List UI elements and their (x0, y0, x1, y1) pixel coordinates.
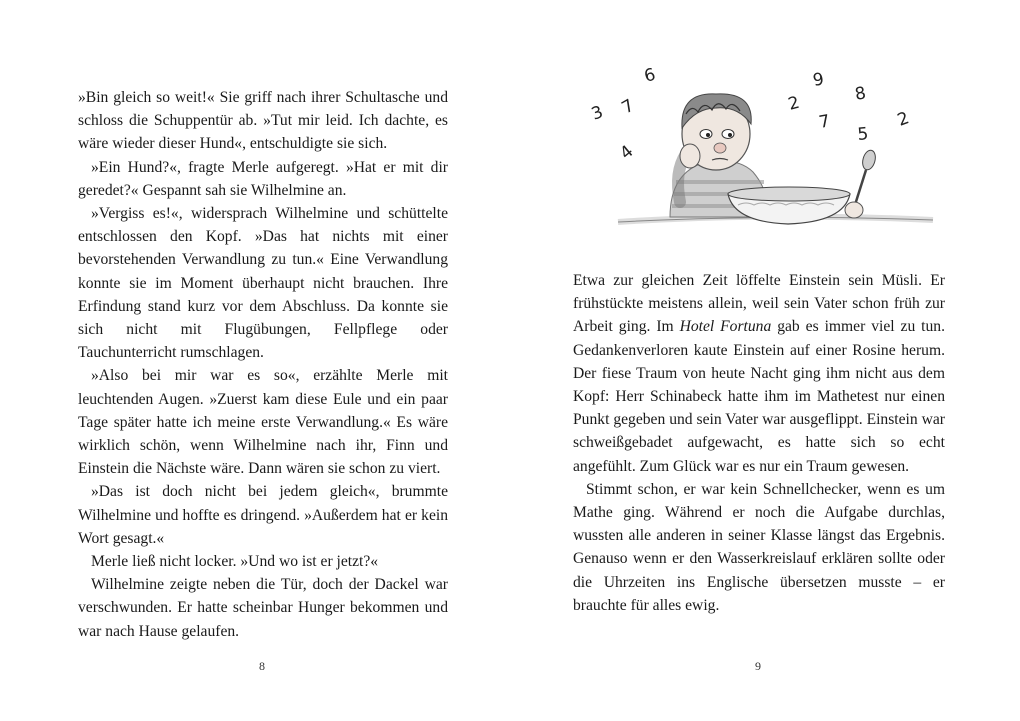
paragraph: Merle ließ nicht locker. »Und wo ist er jetzt?« (91, 553, 379, 571)
paragraph-text: Etwa zur gleichen Zeit löffelte Einstein sein Müsli. Er frühstückte meistens allein, weil sein Vater schon früh zur Arbeit ging. Im (573, 272, 945, 336)
digit: 3 (588, 102, 606, 125)
hotel-name: Hotel Fortuna (679, 318, 772, 336)
right-page (510, 0, 1020, 721)
digit: 5 (856, 124, 870, 145)
page-number: 8 (259, 659, 265, 673)
boy-with-cereal-bowl-illustration (588, 62, 948, 242)
digit: 7 (618, 95, 638, 119)
illustration-svg (588, 62, 948, 242)
digit: 2 (786, 92, 802, 115)
paragraph: »Also bei mir war es so«, erzählte Merle mit leuchtenden Augen. »Zuerst kam diese Eule und ein paar Tage später hatte ich meine erste Verwandlung.« Es wäre wirklich schön, wenn Wilhelmine nach ihr, Finn und Einstein die Nächste wäre. Dann wären sie schon zu viert. (78, 367, 448, 478)
digit: 4 (616, 141, 638, 164)
paragraph: »Vergiss es!«, widersprach Wilhelmine und schüttelte entschlossen den Kopf. »Das hat nichts mit einer bevorstehenden Verwandlung zu tun.« Eine Verwandlung konnte sie im Moment überhaupt nicht brauchen. Ihre Erfindung stand kurz vor dem Abschluss. Da konnte sie sich nicht mit Flugübungen, Fellpflege oder Tauchunterricht rumschlagen. (78, 205, 448, 362)
digit: 2 (894, 108, 912, 131)
paragraph (573, 269, 945, 478)
paragraph: Wilhelmine zeigte neben die Tür, doch der Dackel war verschwunden. Er hatte scheinbar Hunger bekommen und war nach Hause gelaufen. (78, 576, 448, 640)
paragraph: »Bin gleich so weit!« Sie griff nach ihrer Schultasche und schloss die Schuppentür ab. »Tut mir leid. Ich dachte, es wäre wieder dieser Hund«, entschuldigte sie sich. (78, 89, 448, 153)
paragraph: Stimmt schon, er war kein Schnellchecker, wenn es um Mathe ging. Während er noch die Aufgabe durchlas, wussten alle anderen in seiner Klasse längst das Ergebnis. Genauso wenn er den Wasserkreislauf erklären sollte oder die Uhrzeiten ins Englische übersetzen musste – er brauchte für alles ewig. (573, 480, 945, 614)
paragraph: »Das ist doch nicht bei jedem gleich«, brummte Wilhelmine und hoffte es dringend. »Außerdem hat er kein Wort gesagt.« (78, 483, 448, 547)
digit: 6 (642, 64, 658, 87)
digit: 7 (817, 111, 832, 133)
digit: 8 (853, 83, 868, 105)
paragraph-text: gab es immer viel zu tun. Gedankenverloren kaute Einstein auf einer Rosine herum. Der fiese Traum von heute Nacht ging ihm nicht aus dem Kopf: Herr Schinabeck hatte ihm im Mathetest nur einen Punkt gegeben und sein Vater war ausgeflippt. Einstein war schweißgebadet aufgewacht, es hatte sich so echt angefühlt. Zum Glück war es nur ein Traum gewesen. (573, 318, 945, 475)
right-page-text (573, 269, 945, 617)
digit: 9 (811, 69, 826, 91)
page-number: 9 (755, 659, 761, 673)
left-page-text (78, 86, 448, 643)
paragraph: »Ein Hund?«, fragte Merle aufgeregt. »Hat er mit dir geredet?« Gespannt sah sie Wilhelmine an. (78, 158, 448, 199)
